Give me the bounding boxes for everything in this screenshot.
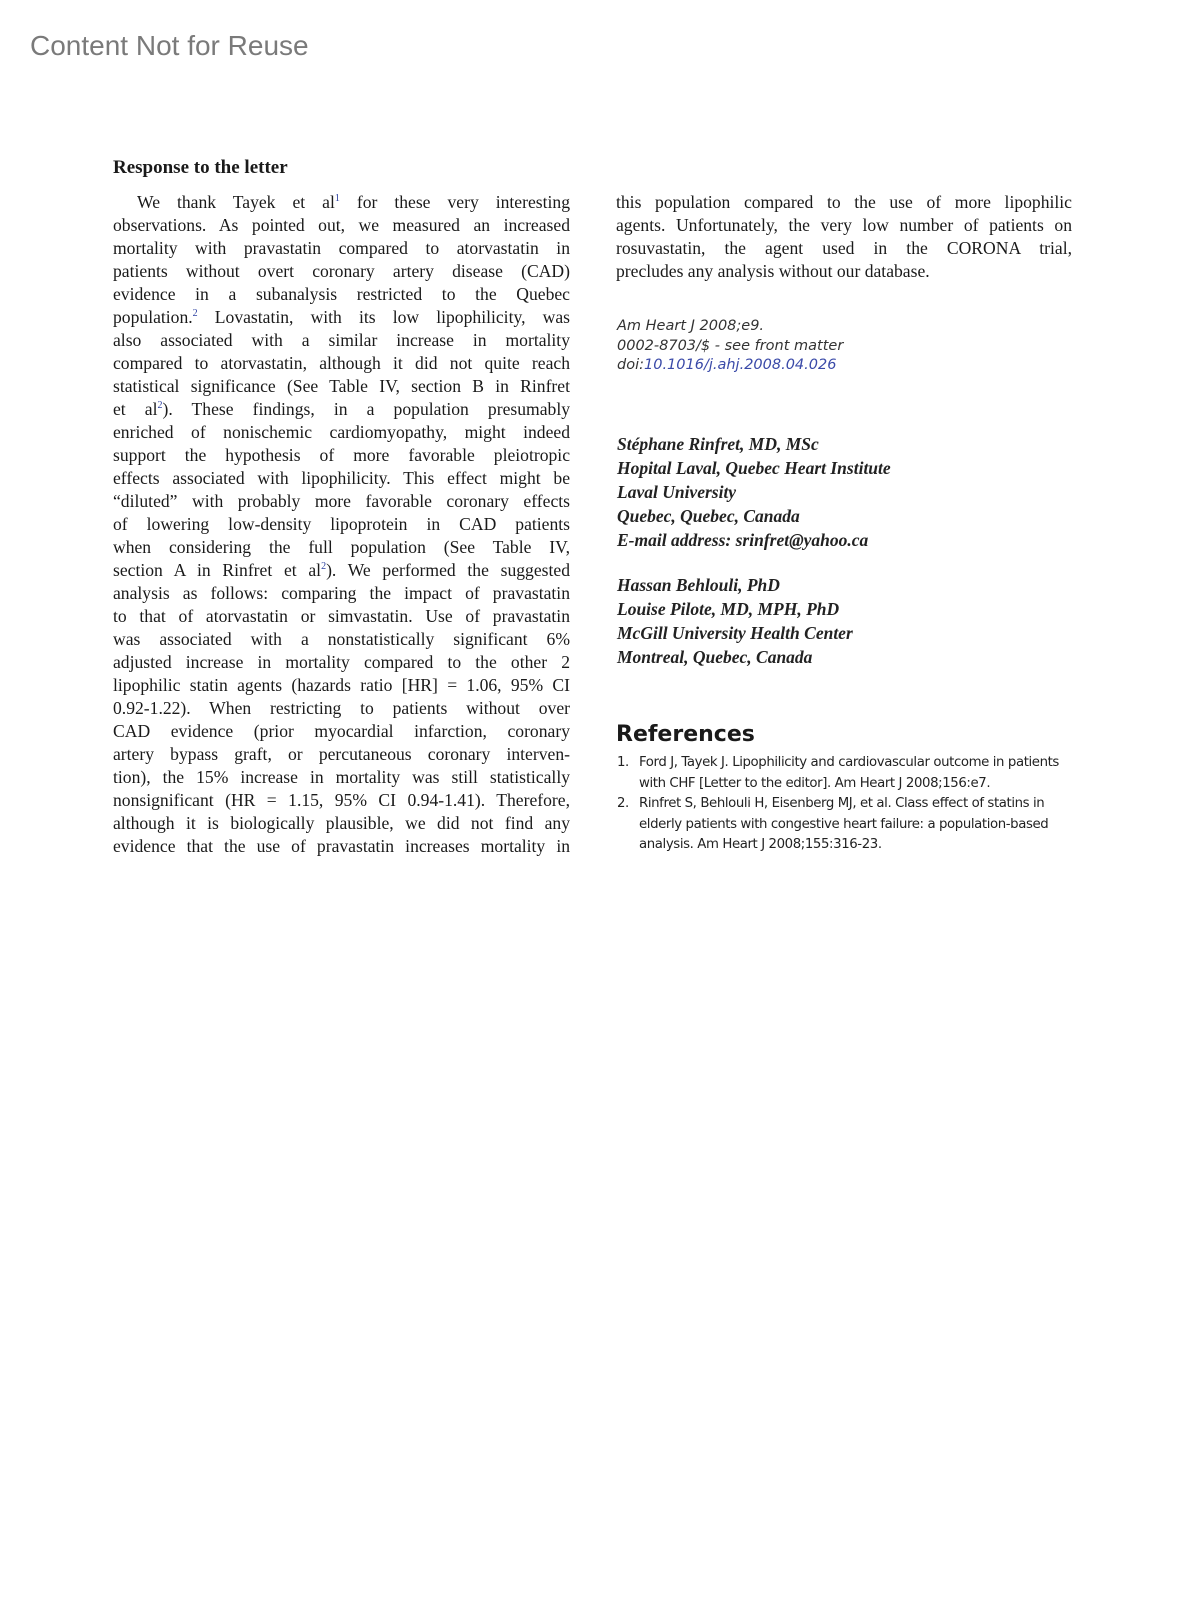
- text-segment: of lowering low-density lipoprotein in CAD patients: [113, 514, 570, 534]
- text-segment: this population compared to the use of more lipophilic: [616, 192, 1072, 212]
- text-segment: ). These findings, in a population presumably: [162, 399, 570, 419]
- text-line: [113, 697, 570, 720]
- text-line: [113, 513, 570, 536]
- text-line: [113, 444, 570, 467]
- author-name: Stéphane Rinfret, MD, MSc: [617, 434, 819, 454]
- text-line: [113, 720, 570, 743]
- author-affiliation: Laval University: [617, 482, 737, 502]
- author-location: Quebec, Quebec, Canada: [617, 506, 800, 526]
- text-segment: section A in Rinfret et al: [113, 560, 322, 580]
- watermark: Content Not for Reuse: [30, 30, 309, 61]
- journal-citation: Am Heart J 2008;e9.: [617, 318, 765, 334]
- reference-superscript[interactable]: 2: [192, 308, 198, 319]
- text-line: [616, 191, 1072, 214]
- reference-number: 1.: [617, 755, 629, 770]
- text-line: [113, 582, 570, 605]
- text-line: [113, 306, 570, 329]
- reference-text: Rinfret S, Behlouli H, Eisenberg MJ, et al. Class effect of statins in elderly patients with congestive heart failure: a population-based analysis. Am Heart J 2008;155:316-23.: [639, 796, 1049, 852]
- text-segment: 0.92-1.22). When restricting to patients without over: [113, 698, 570, 718]
- text-line: [113, 536, 570, 559]
- text-segment: although it is biologically plausible, we did not find any: [113, 813, 570, 833]
- reference-text: Ford J, Tayek J. Lipophilicity and cardiovascular outcome in patients with CHF [Letter to the editor]. Am Heart J 2008;156:e7.: [639, 755, 1059, 791]
- text-segment: artery bypass graft, or percutaneous coronary interven-: [113, 744, 570, 764]
- text-line: [113, 789, 570, 812]
- text-segment: Lovastatin, with its low lipophilicity, was: [197, 307, 570, 327]
- text-segment: We thank Tayek et al: [137, 192, 335, 212]
- author-name: Louise Pilote, MD, MPH, PhD: [617, 599, 840, 619]
- text-line: [113, 628, 570, 651]
- text-segment: rosuvastatin, the agent used in the CORONA trial,: [616, 238, 1072, 258]
- citation-block: [617, 317, 843, 376]
- text-line: [113, 835, 570, 858]
- text-segment: nonsignificant (HR = 1.15, 95% CI 0.94-1.41). Therefore,: [113, 790, 570, 810]
- text-segment: was associated with a nonstatistically significant 6%: [113, 629, 570, 649]
- text-line: [113, 559, 570, 582]
- text-line: [616, 214, 1072, 237]
- right-column-text: [616, 191, 1072, 283]
- text-segment: adjusted increase in mortality compared to the other 2: [113, 652, 570, 672]
- text-segment: effects associated with lipophilicity. This effect might be: [113, 468, 570, 488]
- reference-item: [617, 753, 1077, 794]
- reference-number: 2.: [617, 796, 629, 811]
- text-line: [113, 605, 570, 628]
- text-line: [113, 743, 570, 766]
- text-segment: ). We performed the suggested: [326, 560, 570, 580]
- text-line: [113, 490, 570, 513]
- text-segment: when considering the full population (See Table IV,: [113, 537, 570, 557]
- author-email: E-mail address: srinfret@yahoo.ca: [617, 530, 869, 550]
- text-line: [113, 191, 570, 214]
- text-segment: also associated with a similar increase in mortality: [113, 330, 570, 350]
- text-segment: et al: [113, 399, 158, 419]
- text-segment: evidence that the use of pravastatin increases mortality in: [113, 836, 570, 856]
- text-segment: enriched of nonischemic cardiomyopathy, might indeed: [113, 422, 570, 442]
- reference-superscript[interactable]: 2: [157, 400, 163, 411]
- text-segment: patients without overt coronary artery disease (CAD): [113, 261, 570, 281]
- reference-item: [617, 794, 1077, 856]
- references-list: [617, 753, 1077, 856]
- text-segment: mortality with pravastatin compared to atorvastatin in: [113, 238, 570, 258]
- text-segment: CAD evidence (prior myocardial infarction, coronary: [113, 721, 570, 741]
- text-segment: “diluted” with probably more favorable coronary effects: [113, 491, 570, 511]
- text-line: [113, 237, 570, 260]
- text-segment: for these very interesting: [339, 192, 570, 212]
- text-line: [616, 237, 1072, 260]
- text-line: [113, 329, 570, 352]
- text-line: [113, 260, 570, 283]
- text-segment: compared to atorvastatin, although it did not quite reach: [113, 353, 570, 373]
- doi-label: doi:: [617, 357, 644, 373]
- text-line: [113, 467, 570, 490]
- doi-link[interactable]: 10.1016/j.ahj.2008.04.026: [644, 357, 837, 373]
- text-segment: statistical significance (See Table IV, section B in Rinfret: [113, 376, 570, 396]
- text-line: [113, 283, 570, 306]
- text-segment: support the hypothesis of more favorable pleiotropic: [113, 445, 570, 465]
- text-segment: lipophilic statin agents (hazards ratio [HR] = 1.06, 95% CI: [113, 675, 570, 695]
- author-block-1: [617, 432, 891, 552]
- reference-superscript[interactable]: 1: [334, 193, 340, 204]
- references-heading: References: [616, 722, 755, 747]
- text-line: [113, 214, 570, 237]
- text-segment: observations. As pointed out, we measured an increased: [113, 215, 570, 235]
- text-line: [113, 375, 570, 398]
- text-segment: population.: [113, 307, 193, 327]
- text-segment: to that of atorvastatin or simvastatin. Use of pravastatin: [113, 606, 570, 626]
- text-line: [113, 651, 570, 674]
- text-segment: agents. Unfortunately, the very low number of patients on: [616, 215, 1072, 235]
- author-name: Hassan Behlouli, PhD: [617, 575, 780, 595]
- text-line: [113, 421, 570, 444]
- author-affiliation: McGill University Health Center: [617, 623, 853, 643]
- text-line: [113, 766, 570, 789]
- text-line: [113, 352, 570, 375]
- text-segment: precludes any analysis without our database.: [616, 261, 930, 281]
- text-segment: analysis as follows: comparing the impact of pravastatin: [113, 583, 570, 603]
- section-heading: Response to the letter: [113, 157, 288, 178]
- author-block-2: [617, 573, 853, 669]
- text-line: [616, 260, 1072, 283]
- author-affiliation: Hopital Laval, Quebec Heart Institute: [617, 458, 891, 478]
- text-line: [113, 398, 570, 421]
- text-line: [113, 674, 570, 697]
- reference-superscript[interactable]: 2: [321, 561, 327, 572]
- text-line: [113, 812, 570, 835]
- text-segment: evidence in a subanalysis restricted to the Quebec: [113, 284, 570, 304]
- author-location: Montreal, Quebec, Canada: [617, 647, 813, 667]
- issn-line: 0002-8703/$ - see front matter: [617, 337, 844, 354]
- text-segment: tion), the 15% increase in mortality was still statistically: [113, 767, 570, 787]
- left-column-text: [113, 191, 570, 858]
